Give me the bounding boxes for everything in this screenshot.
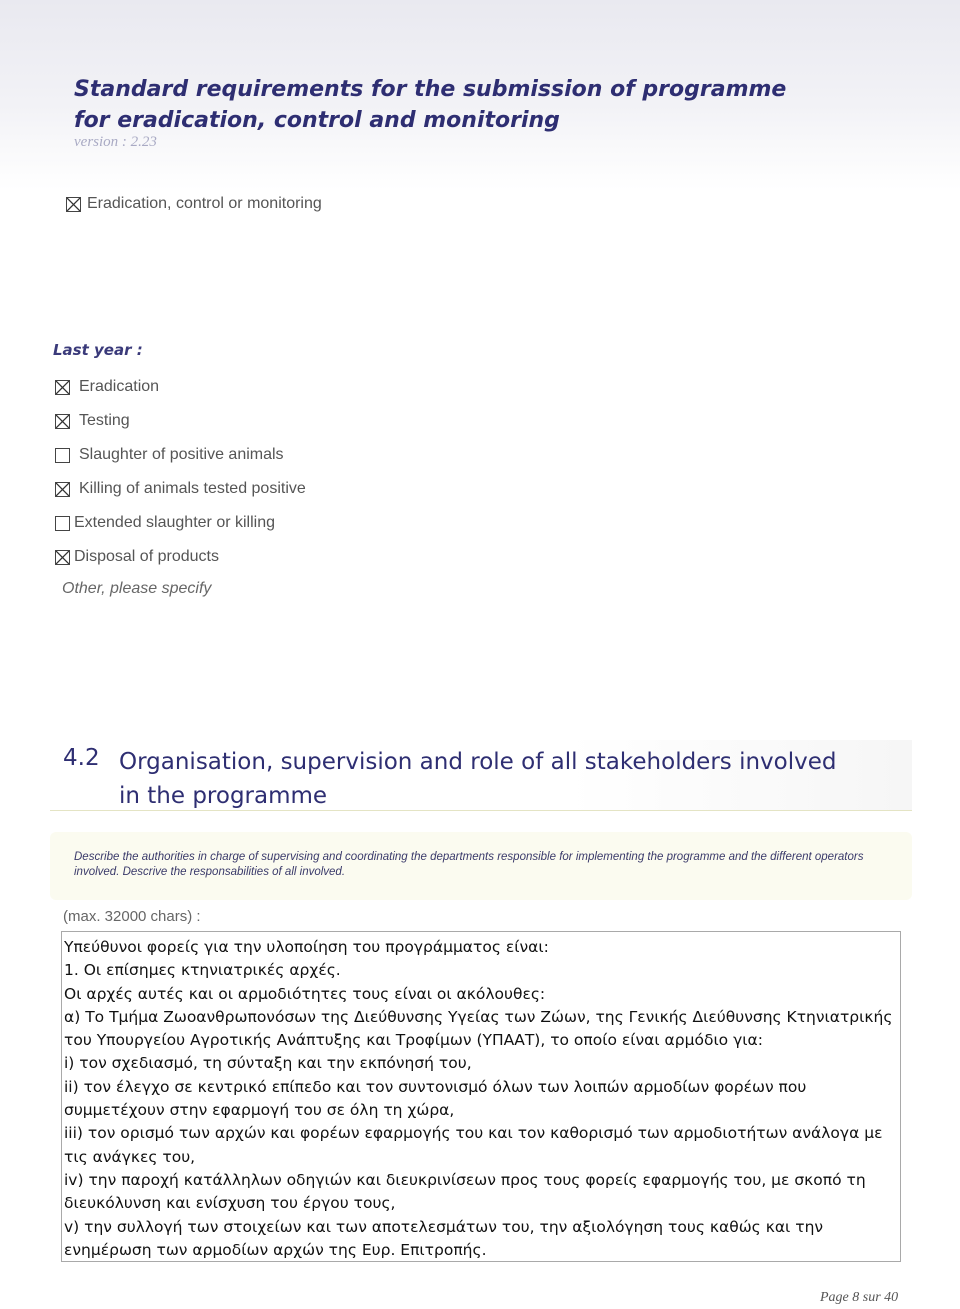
- answer-line: συμμετέχουν στην εφαρμογή του σε όλη τη χώρα,: [64, 1101, 455, 1120]
- checkbox-row-slaughter[interactable]: [55, 446, 284, 464]
- extended-slaughter-checkbox[interactable]: [55, 516, 70, 531]
- disposal-label: Disposal of products: [74, 548, 219, 565]
- section-title: Organisation, supervision and role of all stakeholders involved in the programme: [119, 749, 837, 809]
- eradication-checkbox[interactable]: [55, 380, 70, 395]
- answer-line: v) την συλλογή των στοιχείων και των αποτελεσμάτων του, την αξιολόγηση τους καθώς και την: [64, 1217, 824, 1236]
- answer-line: ii) τον έλεγχο σε κεντρικό επίπεδο και τον συντονισμό όλων των λοιπών αρμοδίων φορέων που: [64, 1077, 807, 1096]
- checked-cross-icon: [56, 483, 69, 496]
- programme-type-checkbox[interactable]: [66, 197, 81, 212]
- section-header: [50, 740, 912, 811]
- slaughter-checkbox[interactable]: [55, 448, 70, 463]
- answer-line: ενημέρωση των αρμοδίων αρχών της Ευρ. Επιτροπής.: [64, 1240, 487, 1259]
- checked-cross-icon: [56, 551, 69, 564]
- checkbox-row-disposal[interactable]: [55, 548, 219, 566]
- answer-textarea[interactable]: [61, 931, 901, 1262]
- answer-text: [64, 936, 900, 1262]
- checked-cross-icon: [67, 198, 80, 211]
- checkbox-row-eradication[interactable]: [55, 378, 159, 396]
- killing-checkbox[interactable]: [55, 482, 70, 497]
- hint-text: Describe the authorities in charge of supervising and coordinating the departments responsible for implementing the programme and the different operators involved. Descrive the responsabilities of all involved.: [74, 851, 864, 878]
- answer-line: i) τον σχεδιασμό, τη σύνταξη και την εκπόνησή του,: [64, 1054, 472, 1073]
- testing-label: Testing: [79, 412, 130, 429]
- page-number: Page 8 sur 40: [820, 1290, 899, 1305]
- checkbox-row-testing[interactable]: [55, 412, 130, 430]
- checkbox-row-killing[interactable]: [55, 480, 306, 498]
- document-title-line-1: Standard requirements for the submission of programme: [74, 77, 787, 102]
- extended-slaughter-label: Extended slaughter or killing: [74, 514, 276, 531]
- programme-type-label: Eradication, control or monitoring: [87, 195, 322, 212]
- checked-cross-icon: [56, 415, 69, 428]
- eradication-label: Eradication: [79, 378, 160, 395]
- answer-line: του Υπουργείου Αγροτικής Ανάπτυξης και Τροφίμων (ΥΠΑΑΤ), το οποίο είναι αρμόδιο για:: [64, 1031, 763, 1050]
- disposal-checkbox[interactable]: [55, 550, 70, 565]
- answer-line: τις ανάγκες του,: [64, 1147, 196, 1166]
- last-year-label: Last year :: [53, 341, 143, 359]
- checkbox-row-extended-slaughter[interactable]: [55, 514, 275, 532]
- document-title-line-2: for eradication, control and monitoring: [74, 108, 560, 133]
- hint-box: [50, 832, 912, 900]
- max-chars-label: (max. 32000 chars) :: [63, 908, 201, 925]
- section-number: 4.2: [63, 745, 100, 771]
- slaughter-label: Slaughter of positive animals: [79, 446, 284, 463]
- checked-cross-icon: [56, 381, 69, 394]
- answer-line: α) Το Τμήμα Ζωοανθρωπονόσων της Διεύθυνσης Υγείας των Ζώων, της Γενικής Διεύθυνσης Κτηνιατρικής: [64, 1007, 893, 1026]
- document-title: [74, 74, 834, 136]
- answer-line: iv) την παροχή κατάλληλων οδηγιών και διευκρινίσεων προς τους φορείς εφαρμογής του, με σκοπό τη: [64, 1170, 866, 1189]
- testing-checkbox[interactable]: [55, 414, 70, 429]
- answer-line: Υπεύθυνοι φορείς για την υλοποίηση του προγράμματος είναι:: [64, 938, 549, 956]
- answer-line: iii) τον ορισμό των αρχών και φορέων εφαρμογής του και τον καθορισμό των αρμοδιοτήτων ανάλογα με: [64, 1124, 883, 1143]
- answer-line: Οι αρχές αυτές και οι αρμοδιότητες τους είναι οι ακόλουθες:: [64, 984, 546, 1003]
- other-specify-label: Other, please specify: [62, 580, 212, 597]
- killing-label: Killing of animals tested positive: [79, 480, 306, 497]
- answer-line: διευκόλυνση και ενίσχυση του έργου τους,: [64, 1194, 396, 1213]
- checkbox-row-programme-type[interactable]: [66, 195, 322, 213]
- answer-line: 1. Οι επίσημες κτηνιατρικές αρχές.: [64, 961, 341, 980]
- document-version: version : 2.23: [74, 134, 157, 150]
